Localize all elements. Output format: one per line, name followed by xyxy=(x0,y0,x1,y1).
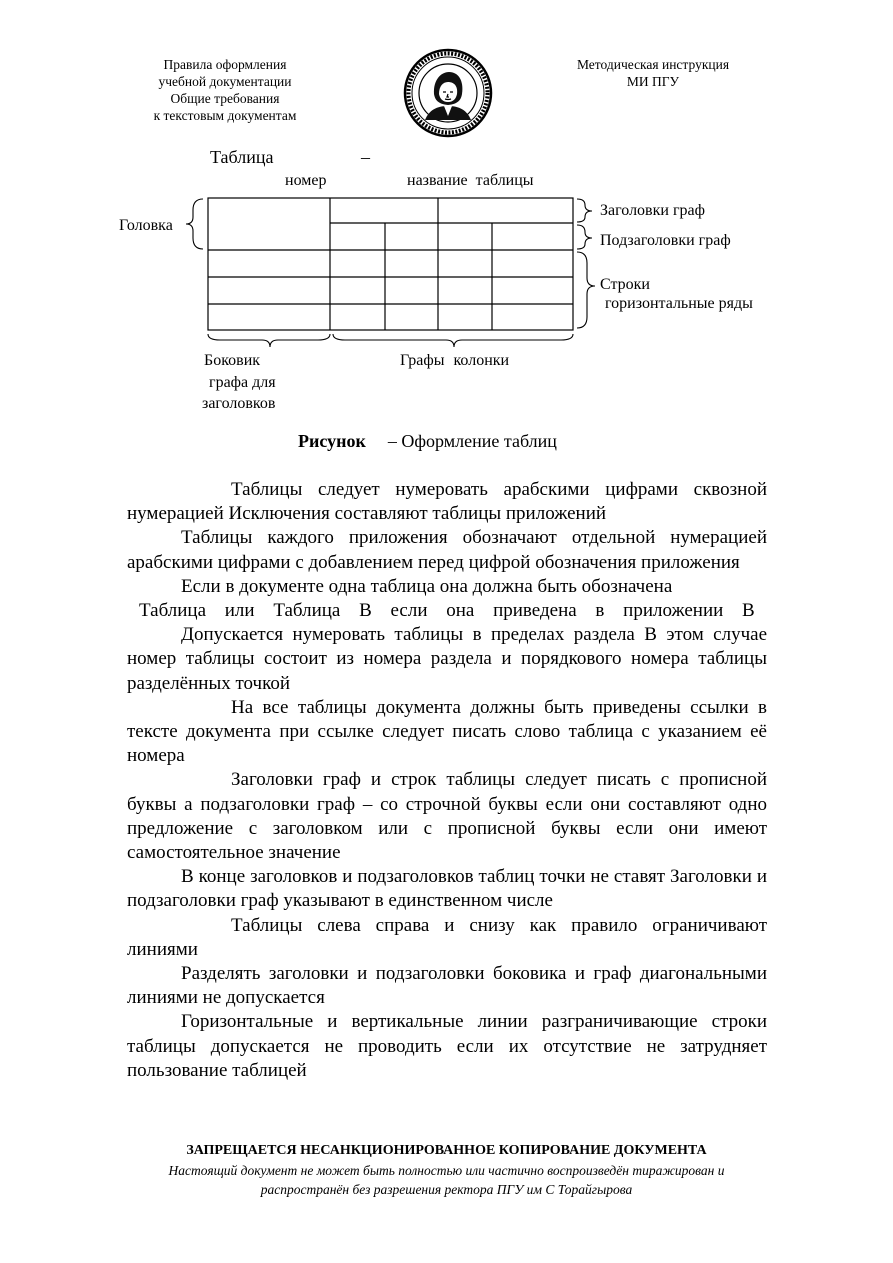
diagram-braces xyxy=(186,199,595,347)
diagram-stub-label-3: заголовков xyxy=(202,395,276,412)
copy-warning: ЗАПРЕЩАЕТСЯ НЕСАНКЦИОНИРОВАННОЕ КОПИРОВАНИЕ ДОКУМЕНТА xyxy=(186,1143,707,1158)
figure-caption xyxy=(298,431,557,452)
paragraph: Допускается нумеровать таблицы в пределах раздела В этом случае номер таблицы состоит из номера раздела и порядкового номера таблицы разделённых точкой xyxy=(127,624,767,694)
paragraph: На все таблицы документа должны быть приведены ссылки в тексте документа при ссылке следует писать слово таблица с указанием её номера xyxy=(127,696,767,767)
header-right-line: МИ ПГУ xyxy=(626,74,680,89)
paragraph: Таблицы каждого приложения обозначают отдельной нумерацией арабскими цифрами с добавлением перед цифрой обозначения приложения xyxy=(127,527,767,573)
paragraph: Таблица или Таблица В если она приведена в приложении В xyxy=(139,600,755,622)
paragraph: В конце заголовков и подзаголовков таблиц точки не ставят Заголовки и подзаголовки граф указывают в единственном числе xyxy=(127,866,767,912)
diagram-columns-label: Графы колонки xyxy=(400,352,510,369)
figure-caption-text: – Оформление таблиц xyxy=(387,431,557,451)
diagram-column-headers-label: Заголовки граф xyxy=(600,202,705,219)
paragraph: Горизонтальные и вертикальные линии разграничивающие строки таблицы допускается не проводить если их отсутствие не затрудняет пользование таблицей xyxy=(127,1011,767,1081)
stub-brace xyxy=(208,334,330,347)
paragraph: Разделять заголовки и подзаголовки боковика и граф диагональными линиями не допускается xyxy=(127,963,767,1009)
paragraph: Таблицы слева справа и снизу как правило ограничивают линиями xyxy=(127,914,767,960)
header-left-line: Общие требования xyxy=(170,91,280,106)
footer xyxy=(0,1141,893,1199)
body-text xyxy=(127,478,767,1083)
diagram-table-word: Таблица xyxy=(210,147,274,167)
table-grid xyxy=(208,198,573,330)
paragraph: Заголовки граф и строк таблицы следует писать с прописной буквы а подзаголовки граф – со строчной буквы если они составляют одно предложение с заголовком или с прописной буквы если они имеют самостоятельное значение xyxy=(127,769,767,864)
header-left-line: Правила оформления xyxy=(163,57,287,72)
diagram-name-label: название таблицы xyxy=(407,172,534,189)
table-structure-diagram xyxy=(0,0,893,450)
column-subheaders-brace xyxy=(577,225,592,249)
figure-caption-bold: Рисунок xyxy=(298,431,366,451)
copy-note-line: Настоящий документ не может быть полностью или частично воспроизведён тиражирован и xyxy=(168,1163,725,1178)
header-left-line: к текстовым документам xyxy=(153,108,297,123)
copy-note-line-2: распространён без разрешения ректора ПГУ им С Торайгырова xyxy=(260,1182,633,1197)
diagram-head-label: Головка xyxy=(119,217,173,234)
diagram-rows-label: Строки xyxy=(600,276,650,293)
diagram-column-subheaders-label: Подзаголовки граф xyxy=(600,232,731,249)
paragraph: Таблицы следует нумеровать арабскими цифрами сквозной нумерацией Исключения составляют таблицы приложений xyxy=(127,479,767,525)
paragraph: Если в документе одна таблица она должна быть обозначена xyxy=(181,575,673,597)
columns-brace xyxy=(333,334,573,347)
column-headers-brace xyxy=(577,199,592,222)
rows-brace xyxy=(577,252,595,328)
diagram-number-label: номер xyxy=(285,172,327,189)
diagram-stub-label: Боковик xyxy=(204,352,261,369)
diagram-rows-label-2: горизонтальные ряды xyxy=(605,295,753,312)
head-brace xyxy=(186,199,203,249)
header-right-line: Методическая инструкция xyxy=(576,57,730,72)
diagram-dash: – xyxy=(361,147,370,167)
diagram-stub-label-2: графа для xyxy=(209,374,276,391)
header-left-line: учебной документации xyxy=(158,74,292,89)
